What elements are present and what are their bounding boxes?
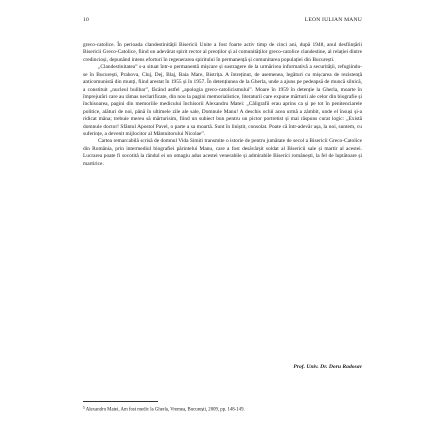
page-number: 10: [83, 17, 89, 23]
page-header: [83, 17, 362, 27]
body-text: [83, 42, 362, 168]
footnote: [83, 405, 362, 414]
footnote-marker: 5: [83, 406, 85, 410]
body-paragraph-3: Cartea remarcabilă scrisă de domnul Vida Simiti transmite o istorie de pentru jumătate de secol a Bisericii Greco-Catolice din România, prin intermediul biografiei părintelui Manu, care a fost desăvârșit soldat al Bisericii sale și martir al acestei. Lucrarea poate fi socotită la rândul ei un omagiu adus acestei venerabile și admirabile Biserici românești, la fel de luptătoare și martirice.: [83, 138, 362, 167]
footnote-text: Alexandru Matei, Am fost medic la Gherla, Vremea, București, 2009, pp. 148-149.: [85, 407, 245, 413]
body-paragraph-2: „Clandestinitatea” s-a situat într-o permanentă mișcare și sustragere de la urmărirea informativă a securității, refugiindu-se în București, Prahova, Cluj, Dej, Blaj, Baia Mare, Bistrița. A întreținut, de asemenea, legături cu mișcarea de rezistență anticomunistă din munți, fiind arestat în 1955 și în 1957. În detențiunea de la Gherla, unde a ajuns pe pedeapsă de muncă silnică, a constituit „nucleul bulibar”, făcând astfel „apologia greco-catolicismului”. Moare în 1959 în detenție la Gherla, moarte în împrejurări care au rămas neclarificate, din nou la pagini memorialistice, literaturii care expune mărturii ale celor din biografie și închisoarea, pagini din memoriile medicului închisorii Alexandru Matei: „Căligrafii erau aprins ca și pe tot în penitenciarele politice, alături de noi, până în ultimele zile ale sale, Domnule Manu! A deschis ochii acea urmă a zâmbit, unde el însuși și-a ridicat mâna; trebuie mereu să mărturisim, fiind un subiect bun pentru un pictor portretist și mai răspuns curat logic: „Există domnule doctor! Sfântul Apostol Pavel, o parte a sa moartă. Sunt în liniștit, consolat. Poate că într-adevăr așa, la noi, suntem, cu suferințe, a devenit mijlocitor al Mântuitorului Nicolae”.: [83, 64, 362, 138]
running-head: LEON IULIAN MANU: [304, 17, 362, 23]
author-signature: Prof. Univ. Dr. Doru Radosav: [293, 364, 362, 370]
footnote-divider: [83, 401, 158, 402]
body-paragraph-1: greco-catolice. În perioada clandestinității Bisericii Unite a fost foarte activ timp de cinci ani, după 1948, anul desființării Bisericii Greco-Catolice, fiind un adevărat spirit rector al preoților și al comunităților greco-catolice clandestine, al relației dintre credincioși, depunând intens eforturi în regenerarea spiritului în permanență și comunitarea populației din București.: [83, 42, 362, 63]
